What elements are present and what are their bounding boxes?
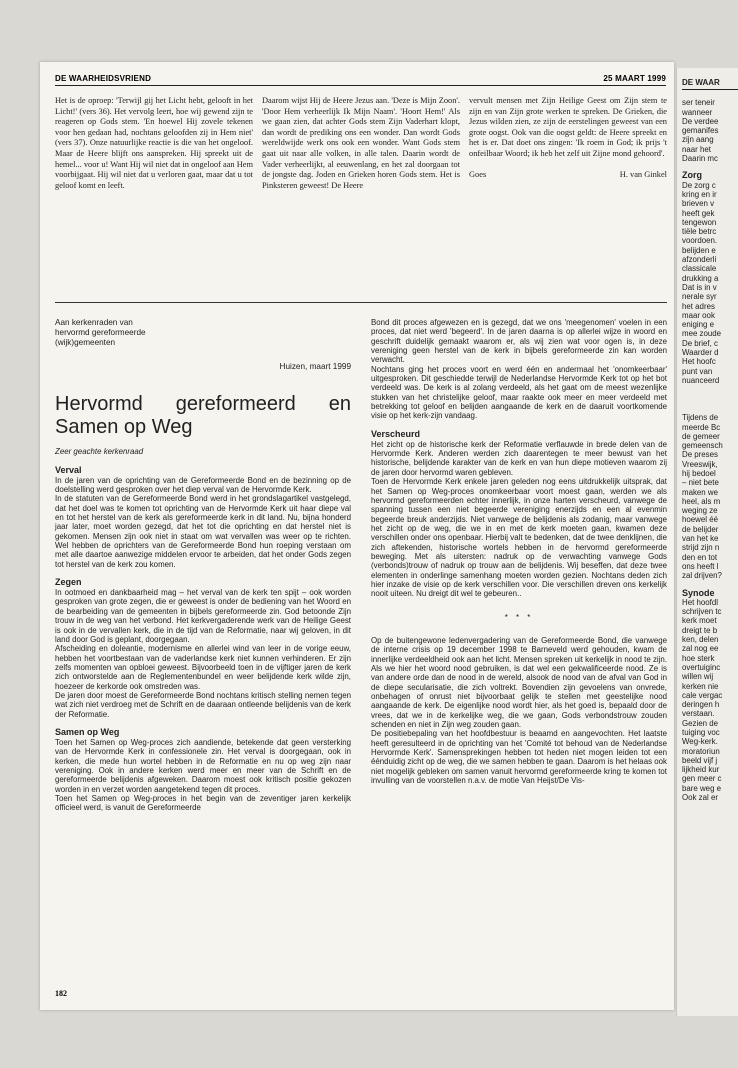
running-header: DE WAAR bbox=[682, 78, 738, 90]
text-line: schrijven tc bbox=[682, 607, 722, 617]
section-heading: Verscheurd bbox=[371, 428, 421, 439]
text-line: kerken nie bbox=[682, 681, 719, 691]
running-header bbox=[55, 74, 666, 86]
paragraph: vervult mensen met Zijn Heilige Geest om Zijn stem te zijn en van Zijn grote werken te spreken. De Grieken, die Jezus wilden zien, ze zijn de eerstelingen geweest van een grote oogst. Ook van die oogst geldt: de Heere spreekt en het is er. Dat doet ons zingen: 'Ik roem in God; ik prijs 't onfeilbaar Woord; ik heb het zelf uit Zijne mond gehoord'. bbox=[469, 96, 667, 158]
text-line: maar ook bbox=[682, 310, 715, 320]
text-line: voordoen. bbox=[682, 236, 718, 246]
paragraph: De positiebepaling van het hoofdbestuur is beaamd en aangevochten. Het laatste heeft geresulteerd in de oprichting van het 'Comité tot behoud van de Nederlandse Hervormde Kerk'. Samensprekingen hebben tot heden niet mogen leiden tot een éénduidig zicht op de weg, die we samen hebben te gaan. Daarom is het helaas ook niet mogelijk gebleken om samen vanuit hervormd gereformeerde kring te komen tot invulling van de voorstellen n.a.v. de motie Van Heijst/De Vis- bbox=[371, 729, 667, 786]
adjacent-page-edge bbox=[676, 68, 738, 1016]
place-date: Huizen, maart 1999 bbox=[279, 362, 351, 371]
signature-name: H. van Ginkel bbox=[619, 169, 667, 179]
address-line: Aan kerkenraden van bbox=[55, 318, 133, 327]
text-block bbox=[682, 98, 738, 163]
paragraph: Het is de oproep: 'Terwijl gij het Licht hebt, gelooft in het Licht!' (vers 36). Het vervolg leert, hoe wij gewend zijn te reageren op Gods stem. 'En hoewel Hij zovele tekenen voor hen gedaan had, nochtans geloofden zij in Hem niet' (vers 37). Onze natuurlijke reactie is die van het ongeloof. Maar de Heere blijft ons aanspreken. Hij spreekt uit de hemel... voor u! Want Hij wil niet dat in ongeloof aan Hem voorbijgaat. Hij wil niet dat u verloren gaat, maar dat u tot geloof komt en leeft. bbox=[55, 96, 253, 190]
text-line: Tijdens de bbox=[682, 413, 719, 423]
text-line: hoewel éé bbox=[682, 515, 718, 525]
article-right-column bbox=[371, 318, 667, 813]
section-heading: Verval bbox=[55, 464, 82, 475]
publication-name: DE WAARHEIDSVRIEND bbox=[55, 74, 152, 83]
text-line: brieven v bbox=[682, 199, 715, 209]
text-line: nuanceerd bbox=[682, 375, 720, 385]
article-left-column bbox=[55, 318, 351, 813]
text-line: Weg-kerk. bbox=[682, 737, 718, 747]
text-line: beeld vijf j bbox=[682, 755, 718, 765]
text-line: mee zoude bbox=[682, 329, 722, 339]
text-line: kring en ir bbox=[682, 189, 717, 199]
text-line: classicale bbox=[682, 264, 717, 274]
text-line: moratoriun bbox=[682, 746, 720, 756]
signature-place: Goes bbox=[469, 169, 487, 179]
text-line: De verdee bbox=[682, 116, 719, 126]
text-line: de belijder bbox=[682, 524, 719, 534]
sermon-continuation bbox=[55, 96, 667, 191]
text-line: overtuiginc bbox=[682, 662, 721, 672]
text-line: lijkheid kur bbox=[682, 765, 720, 775]
text-line: kerk moet bbox=[682, 616, 717, 626]
adjacent-page-text bbox=[682, 78, 738, 802]
text-line: Het hoofc bbox=[682, 357, 716, 367]
paragraph: In ootmoed en dankbaarheid mag – het verval van de kerk ten spijt – ook worden gesproken van grote zegen, die er geweest is onder de bediening van het Woord en de bearbeiding van de gemeenten in bijbels gereformeerde zin. God betoonde Zijn trouw in de weg van het verbond. Het kerkvergaderende werk van de Heilige Geest is ook in de vervallen kerk, die in de tijd van de Reformatie, naar wij geloven, in dit land door God is geplant, doorgegaan. bbox=[55, 588, 351, 644]
magazine-page bbox=[40, 62, 674, 1010]
text-column bbox=[55, 96, 253, 191]
article-body bbox=[55, 318, 667, 813]
text-line: strijd zijn n bbox=[682, 543, 720, 553]
paragraph: In de statuten van de Gereformeerde Bond werd in het grondslagartikel vastgelegd, dat het doel was te komen tot oprichting van de Hervormde Kerk uit haar diepe val en tot het herstel van de kerk als gereformeerde kerk in dit land. Nu, bijna honderd jaar later, moet worden gezegd, dat het tot die oprichting en dat herstel niet is gekomen. Mensen zijn ook niet in staat om wat vervallen was weer op te richten. Wel hebben de oprichters van de Gereformeerde Bond hun roeping verstaan om met alle daartoe aanwezige middelen ervoor te arbeiden, dat het onder Gods zegen tot herstel van de kerk zou komen. bbox=[55, 494, 351, 569]
text-line: maken we bbox=[682, 487, 718, 497]
text-line: heeft gek bbox=[682, 208, 715, 218]
text-line: verstaan. bbox=[682, 709, 715, 719]
text-line: nerale syr bbox=[682, 292, 717, 302]
text-line: tiële betrc bbox=[682, 227, 717, 237]
text-block bbox=[682, 413, 738, 580]
address-line: hervormd gereformeerde bbox=[55, 328, 146, 337]
paragraph: Bond dit proces afgewezen en is gezegd, dat we ons 'meegenomen' voelen in een proces, dat niet werd 'begeerd'. In de jaren daarna is op allerlei wijze in woord en geschrift duidelijk gemaakt waarom er, als wij zien wat voor ogen is, in deze vereniging geen herstel van de kerk in bijbels gereformeerde zin kan worden verwacht. bbox=[371, 318, 667, 365]
paragraph: Op de buitengewone ledenvergadering van de Gereformeerde Bond, die vanwege de interne crisis op 19 december 1998 te Barneveld werd gehouden, kwam de innerlijke verdeeldheid ook aan het licht. Mensen spreken uit kerkelijk in nood te zijn. Als we hier het woord nood gebruiken, is dat wel een gekwalificeerde nood. Ze is van andere orde dan de nood in de wereld, alsook de nood van de afval van God in de diepe secularisatie, die zich voltrekt. Bovendien zijn gevoelens van onvrede, onbehagen of onrust niet bijvoorbaat gelijk te stellen met geestelijke nood aangaande de kerk. De eigenlijke nood wordt hier, als het goed is, bepaald door de vrees, dat we in de kerkelijke weg, die we gaan, Gods verbondstrouw zouden schenden en niet in Zijn weg zouden gaan. bbox=[371, 635, 667, 730]
issue-date: 25 MAART 1999 bbox=[603, 74, 666, 83]
text-line: Het hoofdl bbox=[682, 597, 718, 607]
paragraph: Toen het Samen op Weg-proces zich aandiende, betekende dat geen versterking van de Hervormde Kerk in confessionele zin. Het verval is doorgegaan, ook in kerken, die mede hun wortel hebben in de Reformatie en nu op weg zijn naar vereniging. Ook in andere kerken werd meer en meer van de Schrift en de gereformeerde belijdenis afgeweken. Daarom moest ook kritisch positie gekozen worden in en verzet worden aangetekend tegen dit proces. bbox=[55, 737, 351, 794]
section-heading: Synode bbox=[682, 587, 715, 598]
section-separator: * * * bbox=[504, 612, 534, 622]
paragraph: Nochtans ging het proces voort en werd één en andermaal het 'onomkeerbaar' uitgesproken. Dit geschiedde terwijl de Nederlandse Hervormde Kerk tot op het bot verdeeld was. De kerk is al zolang verdeeld, als het gaat om de meest wezenlijke stukken van het christelijke geloof, maar raakte ook meer en meer verdeeld met betrekking tot geloof en belijden aangaande de kerk en de daaruit voortkomende visie op het kerk-zijn vandaag. bbox=[371, 364, 667, 421]
text-column bbox=[262, 96, 460, 191]
text-line: deringen h bbox=[682, 700, 720, 710]
text-line: De preses bbox=[682, 450, 718, 460]
text-line: Waarder d bbox=[682, 348, 719, 358]
text-line: hoe sterk bbox=[682, 653, 715, 663]
text-line: Daarin mc bbox=[682, 154, 718, 164]
paragraph: De jaren door moest de Gereformeerde Bond nochtans kritisch stelling nemen tegen wat zich niet verdroeg met de Schrift en de daaraan ontleende belijdenis van de kerk der Reformatie. bbox=[55, 690, 351, 719]
section-heading: Samen op Weg bbox=[55, 726, 120, 737]
text-line: drukking a bbox=[682, 273, 719, 283]
paragraph: Afscheiding en doleantie, modernisme en allerlei wind van leer in de vorige eeuw, hebben het voortbestaan van de vaderlandse kerk niet kunnen verhinderen. Er zijn zelfs momenten van opbloei geweest. Bijvoorbeeld toen in de vijftiger jaren de kerk zich ontworstelde aan de Reglementenbundel en weer belijdende kerk wilde zijn, hoezeer de kerkorde ook omstreden was. bbox=[55, 644, 351, 691]
author-signature bbox=[469, 170, 667, 181]
text-line: het adres bbox=[682, 301, 715, 311]
text-line: cale vergac bbox=[682, 690, 723, 700]
text-line: Vreeswijk, bbox=[682, 459, 718, 469]
paragraph: Toen de Hervormde Kerk enkele jaren geleden nog eens uitdrukkelijk uitsprak, dat het Samen op Weg-proces onomkeerbaar voort moest gaan, werden we als hervormd gereformeerden echter innerlijk, in onze harten verscheurd, vanwege de spanning tussen een niet begeerde vereniging enerzijds en een al evenmin begeerde breuk anderzijds. Niet vanwege de belijdenis als zodanig, maar vanwege het zicht op de weg, die we in en met de kerk moeten gaan, kwamen deze verschillen onder ons openbaar. Hierbij valt te bedenken, dat de twee denklijnen, die zich aftekenden, historische wortels hebben in de hervormd gereformeerde beweging. Met als uitersten: nadruk op de verwachting vanwege Gods (verbonds)trouw of nadruk op trouw aan de belijdenis. Wij beseffen, dat deze twee elementen in onderlinge samenhang moeten worden gezien. Nochtans deden zich hier inzake de visie op de kerk verschillen voor. Die verschillen dreven ons kerkelijk nooit uiteen. Nu dreigt dit wel te gebeuren.. bbox=[371, 477, 667, 599]
text-line: den en tot bbox=[682, 552, 718, 562]
text-line: van het ke bbox=[682, 534, 719, 544]
text-line: de gemeer bbox=[682, 431, 720, 441]
paragraph: Toen het Samen op Weg-proces in het begin van de zeventiger jaren kerkelijk officieel werd, is vanuit de Gereformeerde bbox=[55, 794, 351, 813]
text-line: De zorg c bbox=[682, 180, 716, 190]
text-line: hij bedoel bbox=[682, 468, 716, 478]
text-line: heel, als m bbox=[682, 496, 721, 506]
text-line: punt van bbox=[682, 366, 713, 376]
text-line: dreigt te b bbox=[682, 625, 718, 635]
text-line: eniging e bbox=[682, 320, 715, 330]
text-line: De brief, c bbox=[682, 338, 718, 348]
text-column bbox=[469, 96, 667, 191]
text-line: afzonderli bbox=[682, 255, 717, 265]
text-line: gemeensch bbox=[682, 441, 723, 451]
text-line: Gezien de bbox=[682, 718, 718, 728]
text-line: naar het bbox=[682, 144, 711, 154]
article-title: Hervormd gereformeerd en Samen op Weg bbox=[55, 393, 351, 439]
address-line: (wijk)gemeenten bbox=[55, 338, 116, 347]
paragraph: Daarom wijst Hij de Heere Jezus aan. 'Deze is Mijn Zoon'. 'Door Hem verheerlijk Ik Mijn Naam'. 'Hoort Hem!' Als we gaan zien, dat achter Gods stem Zijn Vaderhart klopt, dan wordt de prediking ons een wonder. Dan wordt Gods wereldwijde werk ons ook een wonder. Want Gods stem gaat uit naar alle volken, in alle talen. Daarin wordt de Vader verheerlijkt, al eeuwenlang, en het zal doorgaan tot de jongste dag. Joden en Grieken horen Gods stem. Het is Pinksteren geweest! De Heere bbox=[262, 96, 460, 190]
text-line: ser teneir bbox=[682, 98, 715, 108]
section-heading: Zorg bbox=[682, 170, 702, 181]
text-line: gemanifes bbox=[682, 126, 719, 136]
text-line: willen wij bbox=[682, 672, 714, 682]
text-line: weging ze bbox=[682, 506, 718, 516]
text-line: meerde Bc bbox=[682, 422, 721, 432]
text-line: ons heeft l bbox=[682, 561, 719, 571]
section-heading: Zegen bbox=[55, 577, 82, 588]
text-line: Ook zal er bbox=[682, 793, 718, 803]
text-line: – niet bete bbox=[682, 478, 719, 488]
text-line: gen meer c bbox=[682, 774, 722, 784]
text-line: zal drijven? bbox=[682, 571, 722, 581]
text-block bbox=[682, 181, 738, 386]
text-line: ken, delen bbox=[682, 635, 719, 645]
text-line: belijden e bbox=[682, 245, 716, 255]
text-line: tuiging voc bbox=[682, 728, 720, 737]
text-line: tengewon bbox=[682, 217, 717, 227]
paragraph: Het zicht op de historische kerk der Reformatie verflauwde in brede delen van de Hervormde Kerk. Anderen werden zich daarentegen te meer bewust van het historische, belijdende karakter van de kerk en van hun diepe motieven waarom zij de jaren door hervormd waren gebleven. bbox=[371, 439, 667, 477]
text-line: zal nog ee bbox=[682, 644, 719, 654]
salutation: Zeer geachte kerkenraad bbox=[55, 447, 144, 457]
text-block bbox=[682, 598, 738, 803]
page-number: 182 bbox=[55, 989, 67, 998]
text-line: Dat is in v bbox=[682, 282, 717, 292]
section-divider bbox=[55, 302, 667, 303]
paragraph: In de jaren van de oprichting van de Gereformeerde Bond en de bezinning op de doelstelling werd gesproken over het diep verval van de Hervormde Kerk. bbox=[55, 475, 351, 495]
text-line: bare weg e bbox=[682, 783, 722, 793]
text-line: wanneer bbox=[682, 107, 713, 117]
text-line: zijn aang bbox=[682, 135, 714, 145]
